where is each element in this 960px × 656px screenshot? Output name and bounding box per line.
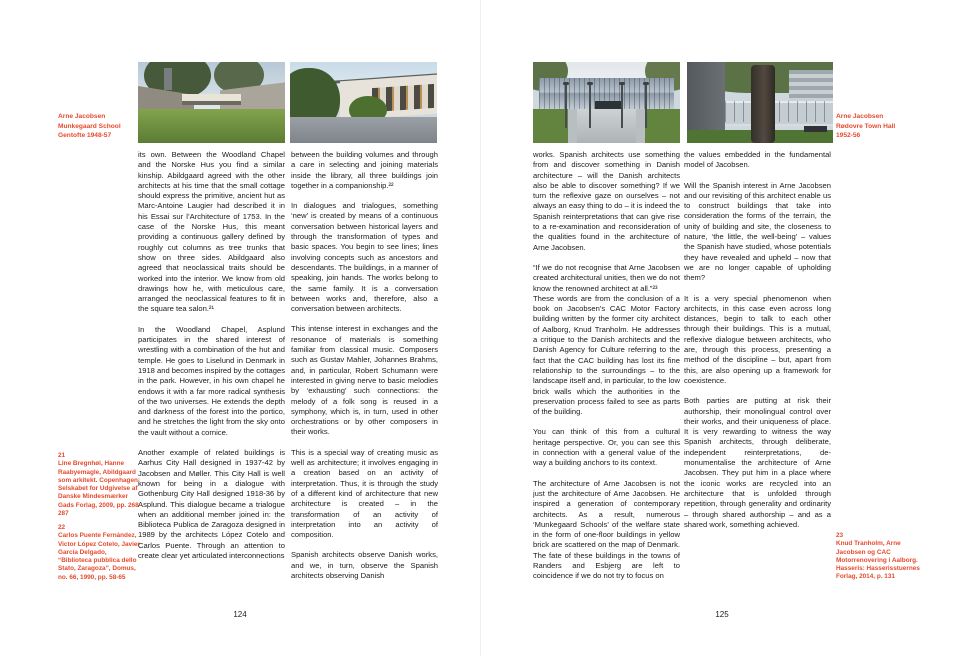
photo3-lamp-post [589, 83, 591, 128]
paragraph: You can think of this from a cultural heritage perspective. Or, you can see this in connection with a general value of the way a building anchors to its context. [533, 427, 680, 468]
paragraph: between the building volumes and through a care in selecting and joining materials inside the library, all three buildings join together in a companionship.²² [291, 150, 438, 190]
footnote-text: Carlos Puente Fernández, Victor López Cotelo, Javier García Delgado, “Biblioteca pubblica dello Stato, Zaragoza”, Domus, no. 66, 1990, pp. 58-65 [58, 532, 140, 581]
paragraph: In dialogues and trialogues, something ‘new’ is created by means of a continuous conversation between historical layers and through the transformation of types and basic spaces. You begin to see lines; lines involving concepts such as ancestors and descendants. The buildings, in a manner of speaking, join hands. The works belong to the same family. It is a conversation between works and, therefore, also a conversation between architects. [291, 201, 438, 314]
paragraph: It is a very special phenomenon when architects, in this case even across long distances, begin to talk to each other through their buildings. This is a mutual, reflexive dialogue between architects, who are, through this process, presenting a method of the discipline – but, apart from this, are also opening up a framework for coexistence. [684, 293, 831, 385]
photo3-lamp-post [645, 83, 647, 128]
photo-munkegaard-school-exterior [138, 62, 285, 143]
margin-note-line: Arne Jacobsen [58, 113, 106, 120]
margin-note-line: Munkegaard School [58, 122, 121, 130]
photo3-entrance [595, 101, 621, 109]
margin-note-right [836, 112, 922, 141]
footnote-text: Line Bregnhøi, Hanne Raabyemagle, Abildgaard som arkitekt. Copenhagen: Selskabet for Udgivelse af Danske Mindesmærker Gads Forlag, 2009, pp. 268-287 [58, 460, 141, 518]
photo1-chimney [164, 68, 171, 89]
margin-note-line: 1952-56 [836, 132, 861, 140]
page-number-right: 125 [715, 610, 729, 619]
paragraph: These words are from the conclusion of a book on Jacobsen’s CAC Motor Factory building written by the former city architect of Aalborg, Knud Tranholm. He addresses a critique to the Danish architects and the Danish Agency for Culture referring to the fact that the CAC building has lost its fine relationship to the surroundings – to the landscape itself and, in particular, to the low brick walls which the authorities in the preservation process failed to see as parts of the building. [533, 293, 680, 417]
footnote-22 [58, 524, 142, 582]
footnote-text: Knud Tranholm, Arne Jacobsen og CAC Motorrenovering i Aalborg. Hasseris: Hasserisstuernes Forlag, 2014, p. 131 [836, 540, 920, 581]
paragraph: The architecture of Arne Jacobsen is not just the architecture of Arne Jacobsen. He inspired a generation of contemporary architects. As a result, numerous ‘Munkegaard Schools’ of the welfare state in the form of one-floor buildings in yellow brick are scattered on the map of Denmark. The fate of these buildings in the towns of Randers and Esbjerg are left to coincidence if we do not try to focus on [533, 478, 680, 581]
paragraph: Another example of related buildings is Aarhus City Hall designed in 1937-42 by Jacobsen and Møller. This City Hall is well known for being in a dialogue with Gothenburg City Hall designed 1918-36 by Asplund. This dialogue became a trialogue when an additional member joined in: the Biblioteca Publica de Zaragoza designed in 1989 by the architects López Cotelo and Carlos Puente. Through an attention to create clear yet articulated interconnections [138, 448, 285, 560]
photo3-walkway [577, 109, 636, 143]
right-page-column-1 [533, 150, 680, 612]
left-page-column-2 [291, 150, 438, 612]
paragraph-quote: “If we do not recognise that Arne Jacobsen created architectural unities, then we do not know the renowned architect at all.”²³ [533, 262, 680, 293]
photo2-paving [290, 117, 437, 143]
paragraph: its own. Between the Woodland Chapel and the Norske Hus you find a similar kinship. Abildgaard agreed with the other architects at his time that the small cottage should express the primitive, ancient hut as Marc-Antoine Laugier had described it in his Essai sur l’Architecture of 1753. In the case of the Norske Hus, this meant providing a continuous gallery defined by roughly cut columns as tree trunks that show on three sides. Abildgaard also agreed that neoclassical traits should be worked into the interior. We know from old drawings how he, with meticulous care, arranged the neoclassical features to fit in the square tea salon.²¹ [138, 150, 285, 314]
paragraph: the values embedded in the fundamental model of Jacobsen. [684, 150, 831, 170]
footnote-23 [836, 532, 928, 582]
paragraph: Will the Spanish interest in Arne Jacobsen and our revisiting of this architect enable us to construct buildings that take into consideration the forms of the terrain, the unity of building and site, the closeness to nature, ‘the little, the well-being’ – values the Spanish have studied, whose potentials they have revealed and upheld – now that we are no longer capable of upholding them? [684, 180, 831, 283]
photo4-link-mullions [725, 101, 833, 122]
photo3-lamp-head [587, 82, 593, 85]
photo3-lamp-post [565, 83, 567, 128]
paragraph: This is a special way of creating music as well as architecture; it involves engaging in a creation based on an activity of interpretation. Thus, it is through the study of a different kind of architecture that new architecture is created – in the transformation of an activity of interpretation into an activity of composition. [291, 447, 438, 540]
right-page-column-2 [684, 150, 831, 612]
margin-note-line: Arne Jacobsen [836, 113, 884, 120]
photo3-lawn [645, 109, 680, 143]
margin-note-left [58, 112, 144, 141]
margin-note-line: Gentofte 1948-57 [58, 132, 112, 140]
paragraph: Spanish architects observe Danish works, and we, in turn, observe the Spanish architects observing Danish [291, 550, 438, 580]
paragraph: works. Spanish architects use something from and discover something in Danish architecture – will the Danish architects also be able to discover something? If we turn the reflexive gaze on ourselves – not always an easy thing to do – it is indeed the Spanish reinterpretations that can give rise to a re-examination and reconsideration of the qualities found in the architecture of Arne Jacobsen. [533, 150, 680, 252]
paragraph: This intense interest in exchanges and the resonance of materials is something familiar from classical music. Composers such as Gustav Mahler, Johannes Brahms, and, in particular, Robert Schumann were interested in giving nerve to basic melodies by ‘exhausting’ such connections: the melody of a folk song is reused in a symphony, which is, in turn, used in other orchestrations or by other composers in their works. [291, 324, 438, 437]
paragraph: Both parties are putting at risk their authorship, their monolingual control over their works, and their uniqueness of place. It is very rewarding to witness the way Spanish architects, through deliberate, independent reinterpretations, de-monumentalise the architecture of Arne Jacobsen. They put him in a place where the iconic works are recycled into an architecture that is unfolded through repetition, through generality and ordinarity – through shared authorship – and as a shared work, something achieved. [684, 396, 831, 529]
photo-munkegaard-school-courtyard [290, 62, 437, 143]
page-number-left: 124 [233, 610, 247, 619]
footnote-number: 23 [836, 532, 844, 539]
photo3-lamp-head [643, 82, 649, 85]
photo-rodovre-town-hall-link [687, 62, 833, 143]
photo-rodovre-town-hall-facade [533, 62, 680, 143]
footnote-number: 22 [58, 524, 66, 531]
footnote-number: 21 [58, 452, 66, 459]
paragraph: In the Woodland Chapel, Asplund participates in the shared interest of wrestling with a combination of the hut and temple. He goes to Liselund in Denmark in 1918 and becomes inspired by the cottages in the park. However, in his own chapel he endows it with a far more radical synthesis of the two universes. He extends the depth and darkness of the forest into the portico, and he stretches the light from the sky onto the vault without a cornice. [138, 324, 285, 437]
footnote-21 [58, 452, 142, 518]
page-fold-divider [480, 0, 481, 656]
left-page-column-1 [138, 150, 285, 612]
photo3-lawn [533, 109, 568, 143]
photo3-lamp-post [621, 83, 623, 128]
photo1-lawn [138, 109, 285, 143]
margin-note-line: Rødovre Town Hall [836, 122, 896, 130]
photo4-bench [804, 126, 827, 132]
photo4-tree-trunk [751, 65, 774, 143]
photo1-gallery-shadow [182, 101, 241, 105]
